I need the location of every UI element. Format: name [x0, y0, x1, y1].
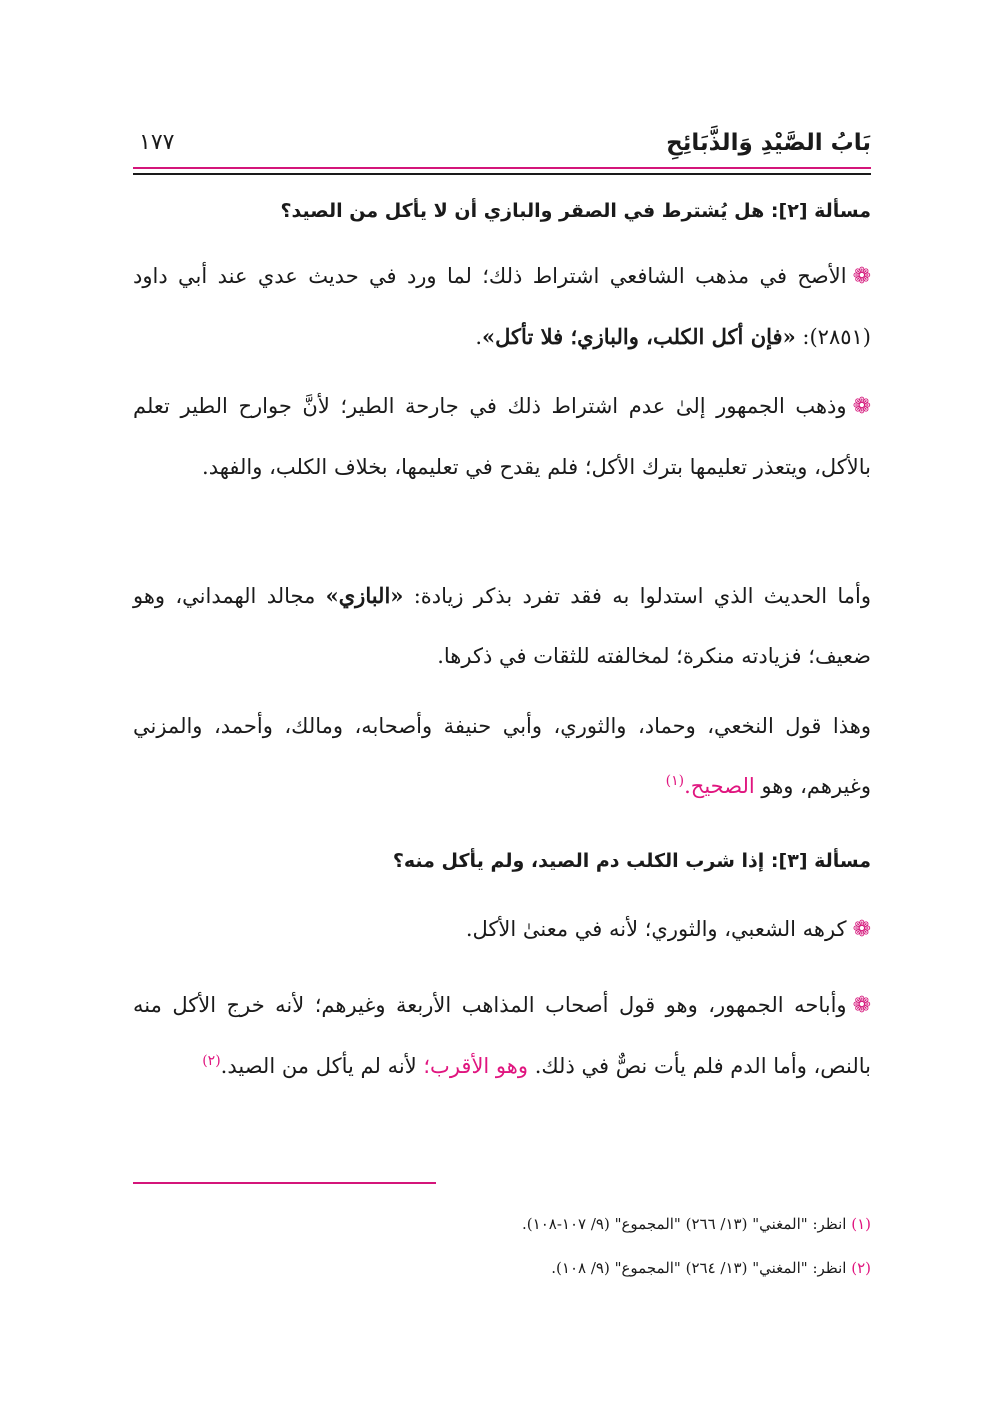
footnote-1-text: انظر: "المغني" (١٣/ ٢٦٦) "المجموع" (٩/ ١٠٧-١٠٨).	[522, 1215, 847, 1233]
footnote-1-number: (١)	[851, 1215, 871, 1233]
bazi-quote: «البازي»	[325, 583, 404, 608]
paragraph-3-before: وأما الحديث الذي استدلوا به فقد تفرد بذكر زيادة:	[413, 584, 871, 608]
aqrab-highlight: وهو الأقرب؛	[423, 1054, 528, 1078]
paragraph-1-text: الأصح في مذهب الشافعي اشتراط ذلك؛ لما ورد في حديث عدي عند أبي داود (٢٨٥١):	[133, 264, 871, 349]
page-number: ١٧٧	[139, 130, 175, 155]
footnote-divider	[133, 1182, 436, 1184]
paragraph-2	[133, 376, 871, 497]
footnote-2	[551, 1256, 871, 1280]
footnote-2-text: انظر: "المغني" (١٣/ ٢٦٤) "المجموع" (٩/ ١٠٨).	[551, 1259, 847, 1277]
paragraph-2-text: وذهب الجمهور إلىٰ عدم اشتراط ذلك في جارحة الطير؛ لأنَّ جوارح الطير تعلم بالأكل، ويتعذر تعليمها بترك الأكل؛ فلم يقدح في تعليمها، بخلاف الكلب، والفهد.	[133, 394, 871, 479]
header-rule-black	[133, 173, 871, 175]
running-head	[133, 120, 871, 164]
footnote-ref-1[interactable]: (١)	[665, 773, 685, 789]
paragraph-3	[133, 566, 871, 686]
sahih-highlight: الصحيح.	[684, 774, 755, 798]
book-page	[133, 0, 871, 1418]
footnote-ref-2[interactable]: (٢)	[202, 1053, 221, 1069]
hadith-quote: «فإن أكل الكلب، والبازي؛ فلا تأكل»	[482, 324, 796, 349]
paragraph-4	[133, 696, 871, 816]
header-rule-pink	[133, 167, 871, 169]
paragraph-1	[133, 246, 871, 367]
flower-icon: ❁	[852, 917, 871, 942]
paragraph-4-text: وهذا قول النخعي، وحماد، والثوري، وأبي حنيفة وأصحابه، ومالك، وأحمد، والمزني وغيرهم، وهو	[133, 714, 871, 798]
paragraph-6-text: وأباحه الجمهور، وهو قول أصحاب المذاهب الأربعة وغيرهم؛ لأنه خرج الأكل منه بالنص، وأما الدم فلم يأت نصٌّ في ذلك.	[133, 993, 871, 1078]
paragraph-1-end: .	[475, 325, 483, 349]
paragraph-6	[133, 975, 871, 1096]
paragraph-5	[133, 899, 871, 960]
footnote-1	[522, 1212, 871, 1236]
paragraph-3-after: مجالد الهمداني، وهو ضعيف؛ فزيادته منكرة؛ لمخالفته للثقات في ذكرها.	[133, 584, 871, 668]
flower-icon: ❁	[852, 394, 871, 419]
paragraph-5-text: كرهه الشعبي، والثوري؛ لأنه في معنىٰ الأكل.	[465, 917, 847, 941]
issue-2-heading: مسألة [٢]: هل يُشترط في الصقر والبازي أن لا يأكل من الصيد؟	[280, 200, 871, 222]
flower-icon: ❁	[852, 264, 871, 289]
footnote-2-number: (٢)	[851, 1259, 871, 1277]
paragraph-6-after: لأنه لم يأكل من الصيد.	[220, 1054, 417, 1078]
issue-3-heading: مسألة [٣]: إذا شرب الكلب دم الصيد، ولم يأكل منه؟	[392, 850, 871, 872]
flower-icon: ❁	[852, 993, 871, 1018]
chapter-title: بَابُ الصَّيْدِ وَالذَّبَائِحِ	[666, 130, 871, 156]
